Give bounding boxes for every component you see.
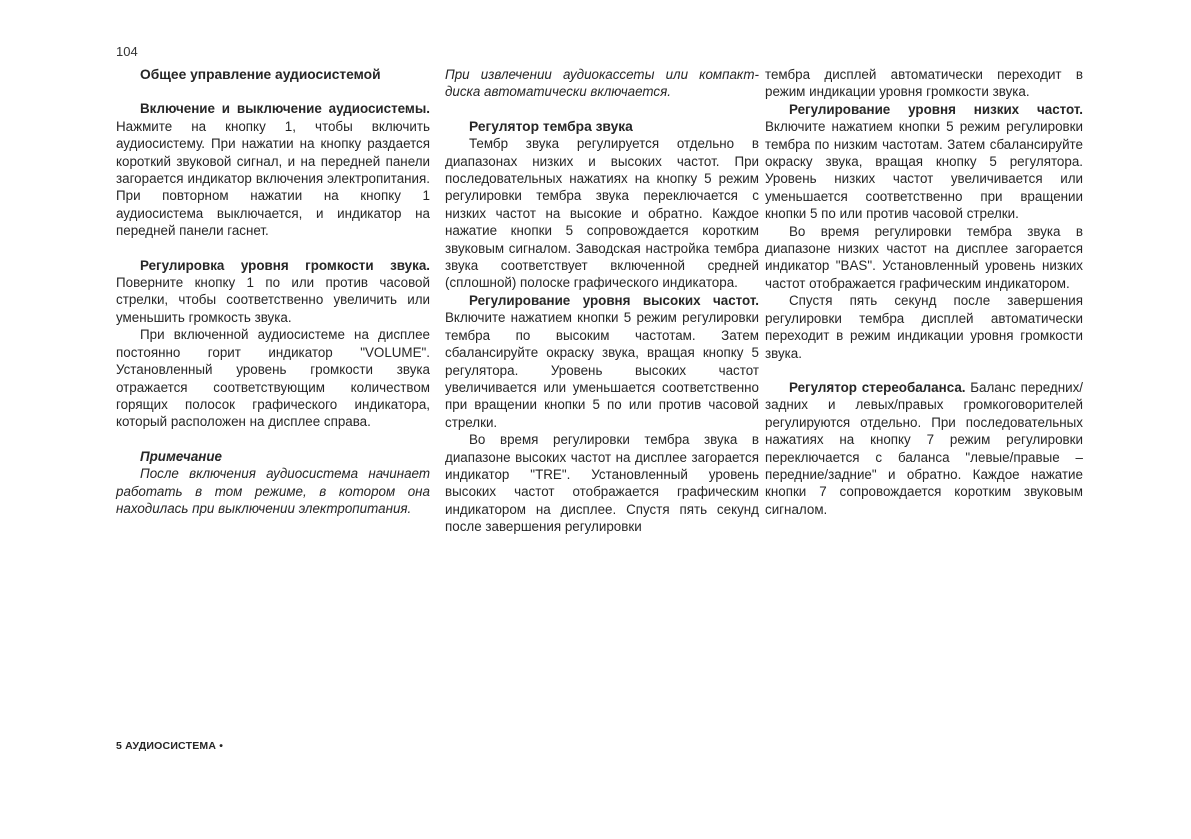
balance-heading: Регулятор стереобаланса.	[789, 379, 966, 395]
bass-text: Включите нажатием кнопки 5 режим регулировки тембра по низким частотам. Затем сбалансируйте окраску звука, вращая кнопку 5 регулятора. Уровень низких частот увеличивается или уменьшается соответственно при вращении кнопки 5 по или против часовой стрелки.	[765, 119, 1083, 222]
column-3	[765, 66, 1083, 518]
note-text: После включения аудиосистема начинает работать в том режиме, в котором она находилась при выключении электропитания.	[116, 466, 430, 516]
paragraph-bass-timeout: Спустя пять секунд после завершения регулировки тембра дисплей автоматически переходит в режим индикации уровня громкости звука.	[765, 293, 1083, 361]
paragraph-volume-indicator: При включенной аудиосистеме на дисплее постоянно горит индикатор "VOLUME". Установленный уровень громкости звука отражается соответствующим количеством горящих полосок графического индикатора, который расположен на дисплее справа.	[116, 327, 430, 430]
note-title: Примечание	[140, 448, 222, 464]
paragraph-power	[116, 100, 430, 239]
volume-heading: Регулировка уровня громкости звука.	[140, 257, 430, 273]
section-title-tone: Регулятор тембра звука	[469, 118, 633, 134]
paragraph-bass	[765, 101, 1083, 223]
section-title-audio-control: Общее управление аудиосистемой	[140, 67, 381, 82]
volume-text: Поверните кнопку 1 по или против часовой стрелки, чтобы соответственно увеличить или уменьшить громкость звука.	[116, 275, 430, 325]
paragraph-balance	[765, 379, 1083, 518]
column-1	[116, 66, 430, 517]
power-text: Нажмите на кнопку 1, чтобы включить аудиосистему. При нажатии на кнопку раздается короткий звуковой сигнал, и на передней панели загорается индикатор включения электропитания. При повторном нажатии на кнопку 1 аудиосистема выключается, и индикатор на передней панели гаснет.	[116, 118, 430, 239]
page-footer: 5 АУДИОСИСТЕМА •	[116, 740, 224, 752]
power-heading: Включение и выключение аудиосистемы.	[140, 101, 430, 117]
paragraph-tone: Тембр звука регулируется отдельно в диапазонах низких и высоких частот. При последовательных нажатиях на кнопку 5 режим регулировки тембра звука переключается с низких частот на высокие и обратно. Каждое нажатие кнопки 5 сопровождается коротким звуковым сигналом. Заводская настройка тембра звука соответствует включенной средней (сплошной) полоске графического индикатора.	[445, 136, 759, 291]
paragraph-bass-indicator: Во время регулировки тембра звука в диапазоне низких частот на дисплее загорается индикатор "BAS". Установленный уровень низких частот отображается графическим индикатором.	[765, 223, 1083, 291]
treble-text: Включите нажатием кнопки 5 режим регулировки тембра по высоким частотам. Затем сбалансируйте окраску звука, вращая кнопку 5 регулятора. Уровень высоких частот увеличивается или уменьшается соответственно при вращении кнопки 5 по или против часовой стрелки.	[445, 310, 759, 430]
bass-heading: Регулирование уровня низких частот.	[789, 101, 1083, 117]
note-continuation: При извлечении аудиокассеты или компакт-диска автоматически включается.	[445, 67, 759, 100]
paragraph-continuation: тембра дисплей автоматически переходит в режим индикации уровня громкости звука.	[765, 67, 1083, 100]
paragraph-treble	[445, 292, 759, 431]
paragraph-volume	[116, 257, 430, 327]
paragraph-treble-indicator: Во время регулировки тембра звука в диапазоне высоких частот на дисплее загорается индикатор "TRE". Установленный уровень высоких частот отображается графическим индикатором на дисплее. Спустя пять секунд после завершения регулировки	[445, 432, 759, 535]
balance-text: Баланс передних/задних и левых/правых громкоговорителей регулируются отдельно. При последовательных нажатиях на кнопку 7 режим регулировки переключается с баланса "левые/правые – передние/задние" и обратно. Каждое нажатие кнопки 7 сопровождается коротким звуковым сигналом.	[765, 379, 1083, 517]
page-number: 104	[116, 44, 138, 59]
column-2	[445, 66, 759, 536]
treble-heading: Регулирование уровня высоких частот.	[469, 292, 759, 308]
